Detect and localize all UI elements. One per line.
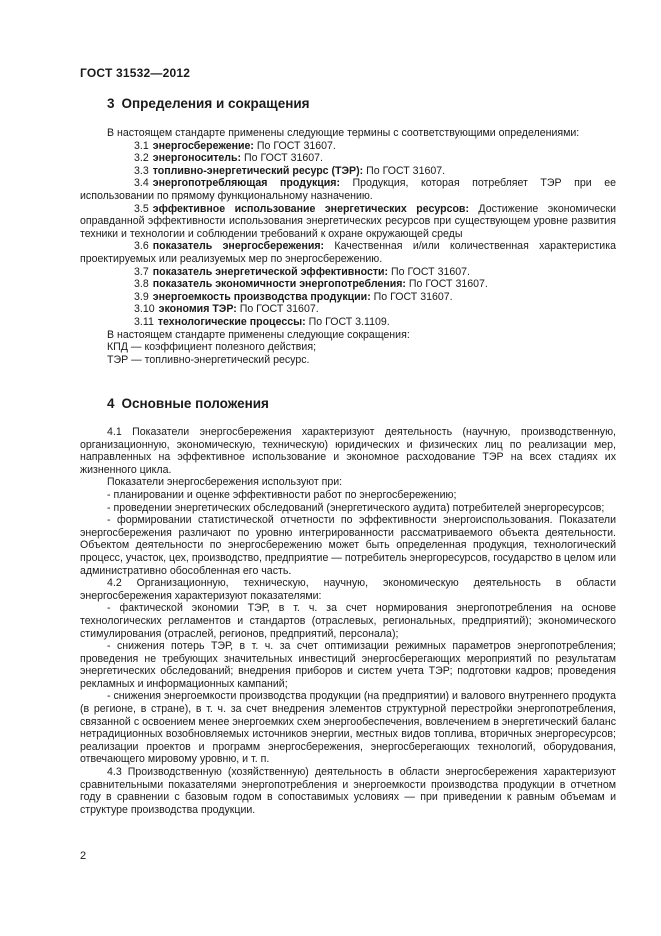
term-name: экономия ТЭР:	[158, 303, 237, 316]
term-name: эффективное использование энергетических ресурсов:	[152, 202, 469, 215]
paragraph: 4.2 Организационную, техническую, научную, экономическую деятельность в области энергосбережения характеризуют показателями:	[80, 577, 616, 602]
term-text: По ГОСТ 31607.	[370, 290, 453, 303]
term-definition	[80, 291, 616, 304]
abbreviation-item: ТЭР — топливно-энергетический ресурс.	[107, 353, 310, 366]
paragraph: 4.1 Показатели энергосбережения характеризуют деятельность (научную, производственную, организационную, экономическую, техническую) юридических и физических лиц по реализации мер, направленных на эффективное использование и экономное расходование ТЭР на всех стадиях их жизненного цикла.	[80, 426, 616, 476]
page-number: 2	[80, 850, 87, 862]
term-text: По ГОСТ 31607.	[363, 164, 446, 177]
term-text: По ГОСТ 31607.	[253, 139, 336, 152]
term-name: показатель энергосбережения:	[152, 240, 325, 253]
term-definition	[80, 266, 616, 279]
term-definition	[80, 316, 616, 329]
section-4-title: Основные положения	[121, 396, 269, 411]
term-name: топливно-энергетический ресурс (ТЭР):	[152, 164, 364, 177]
term-definition	[80, 303, 616, 316]
term-number: 3.5	[134, 202, 149, 215]
term-number: 3.2	[134, 152, 149, 165]
term-name: энергоемкость производства продукции:	[152, 290, 371, 303]
section-4-heading	[107, 396, 269, 411]
term-number: 3.1	[134, 139, 149, 152]
term-name: энергоноситель:	[152, 152, 242, 165]
term-definition	[80, 240, 616, 265]
terms-list	[80, 140, 616, 329]
term-number: 3.8	[134, 278, 149, 291]
list-item: - снижения энергоемкости производства продукции (на предприятии) и валового внутреннего продукта (в регионе, в стране), в т. ч. за счет внедрения элементов структурной перестройки энергопотребления, связанной с освоением менее энергоемких схем энергообеспечения, вовлечением в энергетический баланс нетрадиционных возобновляемых источников энергии, местных видов топлива, вторичных энергоресурсов; реализации проектов и программ энергосбережения, энергосберегающих технологий, оборудования, отвечающего мировому уровню, и т. п.	[80, 690, 616, 766]
list-item: - формировании статистической отчетности по эффективности энергоиспользования. Показатели энергосбережения различают по уровню интегрированности рассматриваемого объекта деятельности. Объектом деятельности по энергосбережению может быть определенная продукция, технологический процесс, участок, цех, производство, предприятие — потребитель энергоресурсов, государство в целом или административно обособленная его часть.	[80, 514, 616, 577]
term-name: энергопотребляющая продукция:	[152, 177, 340, 190]
term-number: 3.9	[134, 290, 149, 303]
term-name: показатель энергетической эффективности:	[152, 265, 389, 278]
term-text: По ГОСТ 31607.	[388, 265, 470, 278]
list-item: - фактической экономии ТЭР, в т. ч. за счет нормирования энергопотребления на основе технологических регламентов и стандартов (отраслевых, региональных, предприятий); экономического стимулирования (отраслей, регионов, предприятий, персонала);	[80, 602, 616, 640]
abbreviation-item: КПД — коэффициент полезного действия;	[107, 341, 317, 354]
term-number: 3.3	[134, 164, 149, 177]
list-item: - снижения потерь ТЭР, в т. ч. за счет оптимизации режимных параметров энергопотребления; проведения не требующих значительных инвестиций энергосберегающих мероприятий по результатам энергетических обследований; внедрения приборов и систем учета ТЭР; подготовки кадров; проведения рекламных и информационных кампаний;	[80, 640, 616, 690]
term-definition	[80, 177, 616, 202]
definitions-intro: В настоящем стандарте применены следующие термины с соответствующими определениями:	[107, 127, 580, 139]
term-text: По ГОСТ 3.1109.	[305, 315, 390, 328]
term-name: показатель экономичности энергопотребления:	[152, 278, 406, 291]
term-definition	[80, 152, 616, 165]
list-item: - проведении энергетических обследований (энергетического аудита) потребителей энергоресурсов;	[107, 501, 605, 514]
paragraph: 4.3 Производственную (хозяйственную) деятельность в области энергосбережения характеризуют сравнительными показателями энергопотребления и энергоемкости производства продукции в отчетном году в сравнении с базовым годом в сопоставимых условиях — при приведении к равным объемам и структуре производства продукции.	[80, 766, 616, 816]
document-header: ГОСТ 31532—2012	[80, 66, 191, 80]
section-3-number: 3	[107, 96, 115, 111]
term-definition	[80, 165, 616, 178]
term-name: энергосбережение:	[152, 139, 254, 152]
term-number: 3.11	[134, 315, 154, 328]
term-number: 3.7	[134, 265, 149, 278]
term-text: По ГОСТ 31607.	[241, 152, 323, 165]
paragraph: Показатели энергосбережения используют при:	[107, 476, 343, 489]
term-text: Продукция, которая потребляет ТЭР при ее использовании по прямому функциональному назначению.	[80, 177, 616, 202]
term-name: технологические процессы:	[157, 315, 306, 328]
term-number: 3.6	[134, 240, 149, 253]
term-text: Достижение экономически оправданной эффективности использования энергетических ресурсов при существующем уровне развития техники и технологии и соблюдении требований к охране окружающей среды	[80, 202, 617, 240]
term-definition	[80, 278, 616, 291]
term-text: Качественная и/или количественная характеристика проектируемых или реализуемых мер по энергосбережению.	[80, 240, 616, 265]
section-4-number: 4	[107, 396, 115, 411]
term-number: 3.4	[134, 177, 149, 190]
term-definition	[80, 140, 616, 153]
section-3-title: Определения и сокращения	[121, 96, 310, 111]
abbreviations-intro: В настоящем стандарте применены следующие сокращения:	[107, 328, 410, 341]
term-text: По ГОСТ 31607.	[405, 278, 488, 291]
term-definition	[80, 203, 616, 241]
section-3-body	[80, 127, 616, 366]
term-number: 3.10	[134, 303, 155, 316]
list-item: - планировании и оценке эффективности работ по энергосбережению;	[107, 488, 457, 501]
section-4-body	[80, 426, 616, 816]
term-text: По ГОСТ 31607.	[236, 303, 319, 316]
section-3-heading	[107, 96, 310, 111]
